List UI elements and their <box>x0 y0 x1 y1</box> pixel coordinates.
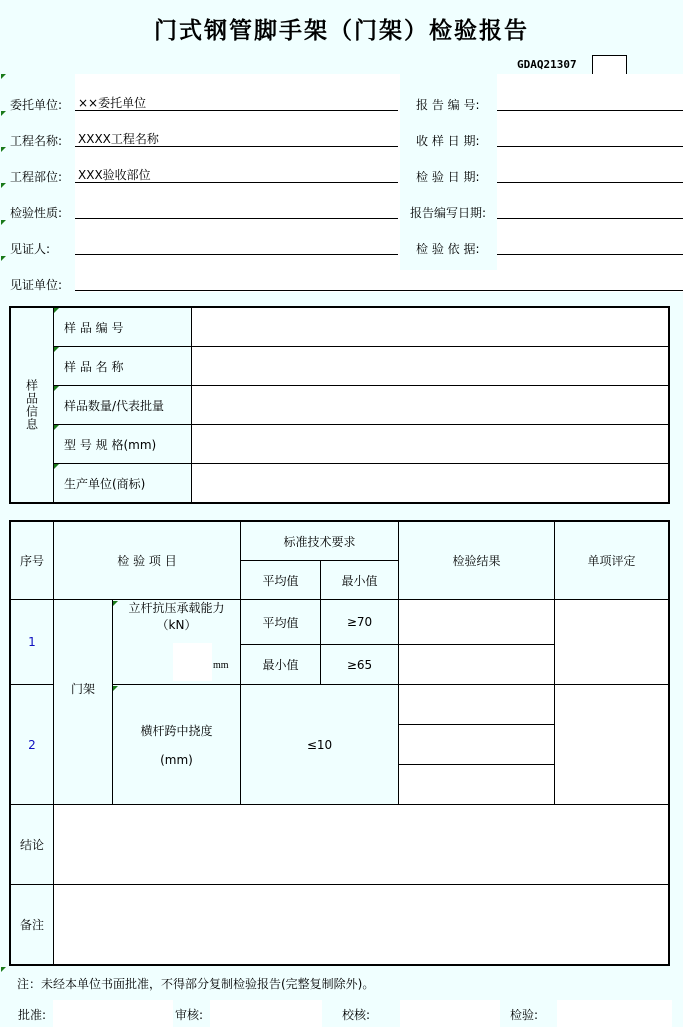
project-part-field[interactable]: XXX验收部位 <box>75 164 398 183</box>
manufacturer-value[interactable] <box>192 464 669 503</box>
row-1-item-name: 立杆抗压承载能力 <box>128 601 225 615</box>
row-1-item-unit: （kN） <box>156 618 197 632</box>
report-number-label: 报 告 编 号: <box>416 98 480 112</box>
comment-marker-icon <box>1 74 6 79</box>
sample-number-value[interactable] <box>192 308 669 347</box>
test-date-field[interactable] <box>497 164 683 183</box>
check-field[interactable] <box>400 1000 500 1027</box>
report-number-field[interactable] <box>497 92 683 111</box>
header-standard-requirement: 标准技术要求 <box>241 522 399 561</box>
sample-quantity-value[interactable] <box>192 386 669 425</box>
inspect-field[interactable] <box>557 1000 672 1027</box>
row-1-sub-2-result[interactable] <box>399 645 555 685</box>
report-title: 门式钢管脚手架（门架）检验报告 <box>154 18 529 44</box>
row-2-item <box>113 685 241 805</box>
conclusion-value[interactable] <box>54 805 669 885</box>
group-label: 门架 <box>70 682 95 696</box>
test-basis-label: 检 验 依 据: <box>416 242 480 256</box>
comment-marker-icon <box>54 347 59 352</box>
report-write-date-label: 报告编写日期: <box>410 206 487 220</box>
witness-unit-field[interactable] <box>75 272 683 291</box>
comment-marker-icon <box>1 183 6 188</box>
test-nature-label: 检验性质: <box>10 206 63 220</box>
model-spec-label: 型 号 规 格(mm) <box>54 425 192 464</box>
header-item-rating: 单项评定 <box>555 522 669 600</box>
remarks-value[interactable] <box>54 885 669 965</box>
sample-info-section-label: 样品信息 <box>11 308 54 503</box>
header-std-average: 平均值 <box>241 561 321 600</box>
row-2-seq: 2 <box>11 685 54 805</box>
comment-marker-icon <box>1 256 6 261</box>
comment-marker-icon <box>113 686 118 691</box>
row-1-rating[interactable] <box>555 600 669 685</box>
receive-date-label: 收 样 日 期: <box>416 134 480 148</box>
form-code-box[interactable] <box>592 55 627 76</box>
comment-marker-icon <box>1 220 6 225</box>
row-2-result-3[interactable] <box>399 765 555 805</box>
witness-unit-label: 见证单位: <box>10 278 63 292</box>
row-2-result-1[interactable] <box>399 685 555 725</box>
test-nature-field[interactable] <box>75 200 398 219</box>
row-2-item-name: 横杆跨中挠度 <box>140 724 213 738</box>
manufacturer-label: 生产单位(商标) <box>54 464 192 503</box>
project-part-label: 工程部位: <box>10 170 63 184</box>
header-test-item: 检 验 项 目 <box>54 522 241 600</box>
review-field[interactable] <box>210 1000 322 1027</box>
test-results-table <box>10 521 669 965</box>
comment-marker-icon <box>113 601 118 606</box>
row-1-sub-1-result[interactable] <box>399 600 555 645</box>
row-1-extra-unit: mm <box>213 660 229 671</box>
form-code: GDAQ21307 <box>517 58 577 71</box>
row-1-seq: 1 <box>11 600 54 685</box>
check-label: 校核: <box>342 1008 371 1022</box>
comment-marker-icon <box>1 147 6 152</box>
group-door-frame <box>54 600 113 805</box>
project-name-field[interactable]: XXXX工程名称 <box>75 128 398 147</box>
sample-name-label: 样 品 名 称 <box>54 347 192 386</box>
header-test-result: 检验结果 <box>399 522 555 600</box>
sample-name-value[interactable] <box>192 347 669 386</box>
row-1-sub-2-req: ≥65 <box>321 645 399 685</box>
client-unit-field[interactable]: ××委托单位 <box>75 92 398 111</box>
comment-marker-icon <box>1 967 6 972</box>
row-2-result-2[interactable] <box>399 725 555 765</box>
sample-number-label: 样 品 编 号 <box>54 308 192 347</box>
approve-field[interactable] <box>53 1000 173 1027</box>
test-basis-field[interactable] <box>497 236 683 255</box>
conclusion-label: 结论 <box>11 805 54 885</box>
header-std-minimum: 最小值 <box>321 561 399 600</box>
remarks-label: 备注 <box>11 885 54 965</box>
header-seq: 序号 <box>11 522 54 600</box>
footer-note: 注：未经本单位书面批准，不得部分复制检验报告(完整复制除外)。 <box>17 977 375 991</box>
comment-marker-icon <box>54 425 59 430</box>
row-1-input-box[interactable] <box>173 643 212 681</box>
comment-marker-icon <box>54 308 59 313</box>
sample-info-table <box>10 307 669 503</box>
inspect-label: 检验: <box>510 1008 539 1022</box>
row-1-sub-1-type: 平均值 <box>241 600 321 645</box>
row-1-sub-2-type: 最小值 <box>241 645 321 685</box>
receive-date-field[interactable] <box>497 128 683 147</box>
row-1-item <box>113 600 241 685</box>
comment-marker-icon <box>54 386 59 391</box>
witness-field[interactable] <box>75 236 398 255</box>
approve-label: 批准: <box>18 1008 47 1022</box>
report-write-date-field[interactable] <box>497 200 683 219</box>
client-unit-label: 委托单位: <box>10 98 63 112</box>
witness-label: 见证人: <box>10 242 51 256</box>
test-date-label: 检 验 日 期: <box>416 170 480 184</box>
row-1-sub-1-req: ≥70 <box>321 600 399 645</box>
row-2-item-unit: (mm) <box>160 753 193 767</box>
row-2-rating[interactable] <box>555 685 669 805</box>
comment-marker-icon <box>1 111 6 116</box>
row-2-req: ≤10 <box>241 685 399 805</box>
comment-marker-icon <box>54 464 59 469</box>
model-spec-value[interactable] <box>192 425 669 464</box>
project-name-label: 工程名称: <box>10 134 63 148</box>
review-label: 审核: <box>175 1008 204 1022</box>
sample-quantity-label: 样品数量/代表批量 <box>54 386 192 425</box>
